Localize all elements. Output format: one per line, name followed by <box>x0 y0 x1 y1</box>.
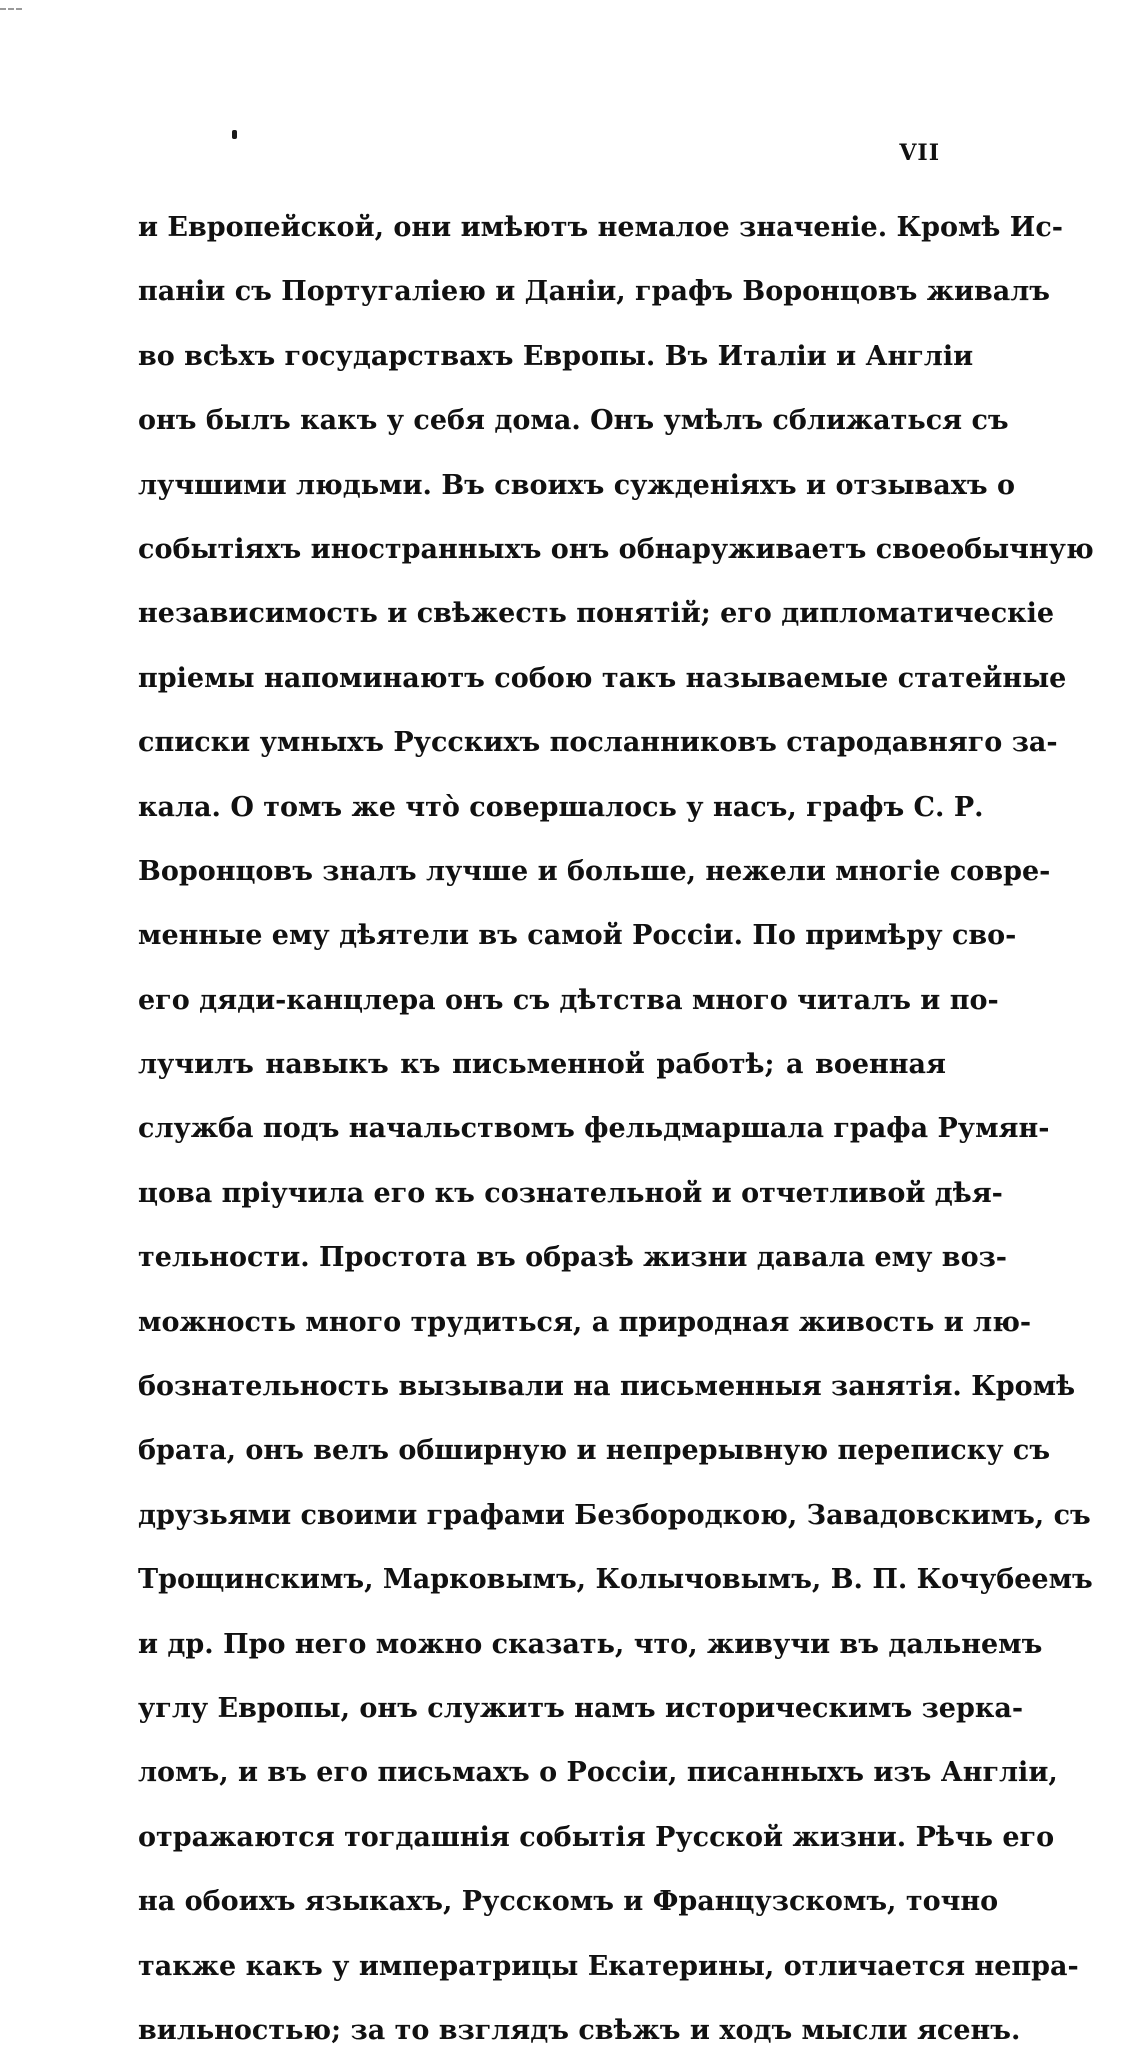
text-line: друзьями своими графами Безбородкою, Завадовскимъ, съ <box>138 1499 1091 1531</box>
page-number: VII <box>899 140 940 166</box>
text-line: независимость и свѣжесть понятій; его дипломатическіе <box>138 598 1055 630</box>
text-line: бознательность вызывали на письменныя занятія. Кромѣ <box>138 1371 1076 1403</box>
text-line: менные ему дѣятели въ самой Россіи. По примѣру сво- <box>138 920 1017 952</box>
text-line: во всѣхъ государствахъ Европы. Въ Италіи и Англіи <box>138 340 974 372</box>
body-text <box>138 196 1094 2063</box>
text-line: углу Европы, онъ служитъ намъ историческимъ зерка- <box>138 1692 1024 1724</box>
text-line: брата, онъ велъ обширную и непрерывную переписку съ <box>138 1435 1051 1467</box>
scan-edge-mark <box>0 8 22 10</box>
ink-speck <box>232 130 237 139</box>
text-line: событіяхъ иностранныхъ онъ обнаруживаетъ своеобычную <box>138 533 1094 565</box>
text-line: на обоихъ языкахъ, Русскомъ и Французскомъ, точно <box>138 1886 999 1918</box>
text-line: его дяди-канцлера онъ съ дѣтства много читалъ и по- <box>138 984 999 1016</box>
text-line: служба подъ начальствомъ фельдмаршала графа Румян- <box>138 1113 1050 1145</box>
text-line: Трощинскимъ, Марковымъ, Колычовымъ, В. П. Кочубеемъ <box>138 1564 1093 1596</box>
text-line: лучшими людьми. Въ своихъ сужденіяхъ и отзывахъ о <box>138 469 1015 501</box>
text-line: Воронцовъ зналъ лучше и больше, нежели многіе совре- <box>138 855 1051 887</box>
text-line: тельности. Простота въ образѣ жизни давала ему воз- <box>138 1242 1008 1274</box>
text-line: пріемы напоминаютъ собою такъ называемые статейные <box>138 662 1067 694</box>
text-line: лучилъ навыкъ къ письменной работѣ; а военная <box>138 1049 946 1081</box>
text-line: и др. Про него можно сказать, что, живучи въ дальнемъ <box>138 1628 1043 1660</box>
text-line: вильностью; за то взглядъ свѣжъ и ходъ мысли ясенъ. <box>138 2014 1021 2046</box>
text-line: кала. О томъ же что̀ совершалось у насъ, графъ С. Р. <box>138 791 984 823</box>
text-line: онъ былъ какъ у себя дома. Онъ умѣлъ сближаться съ <box>138 405 1009 437</box>
text-line: цова пріучила его къ сознательной и отчетливой дѣя- <box>138 1177 1003 1209</box>
text-line: паніи съ Португаліею и Даніи, графъ Воронцовъ живалъ <box>138 276 1051 308</box>
text-line: ломъ, и въ его письмахъ о Россіи, писанныхъ изъ Англіи, <box>138 1757 1058 1789</box>
text-line: можность много трудиться, а природная живость и лю- <box>138 1306 1032 1338</box>
text-line: и Европейской, они имѣютъ немалое значеніе. Кромѣ Ис- <box>138 212 1063 243</box>
text-line: списки умныхъ Русскихъ посланниковъ стародавняго за- <box>138 727 1058 759</box>
text-line: также какъ у императрицы Екатерины, отличается непра- <box>138 1950 1079 1982</box>
text-line: отражаются тогдашнія событія Русской жизни. Рѣчь его <box>138 1821 1055 1853</box>
